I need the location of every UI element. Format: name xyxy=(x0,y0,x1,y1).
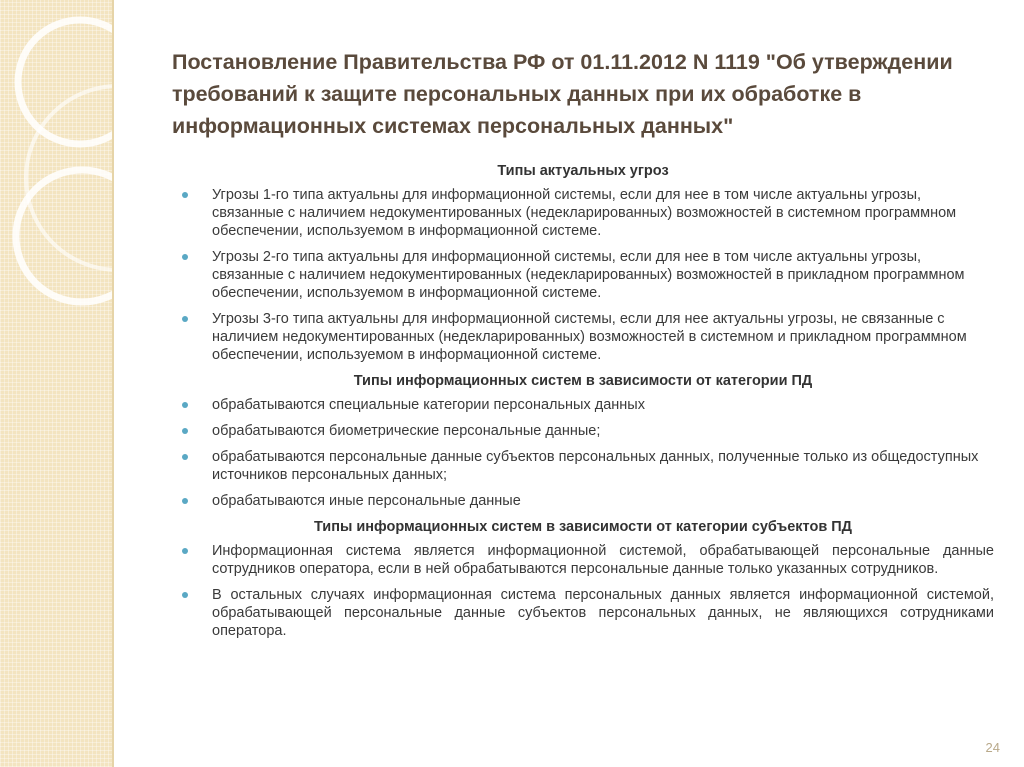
page-number: 24 xyxy=(985,740,1000,755)
list-item-text: обрабатываются иные персональные данные xyxy=(212,493,521,509)
section-heading-is-types-by-subject-category: Типы информационных систем в зависимости от категории субъектов ПД xyxy=(313,519,853,535)
list-item xyxy=(172,310,994,364)
list-item xyxy=(172,448,994,484)
decorative-side-panel xyxy=(0,0,112,767)
bullet-icon xyxy=(182,498,188,504)
is-types-by-subject-category-list xyxy=(172,542,994,640)
bullet-icon xyxy=(182,192,188,198)
bullet-icon xyxy=(182,254,188,260)
list-item-text: Угрозы 2-го типа актуальны для информационной системы, если для нее в том числе актуальны угрозы, связанные с наличием недокументированных (недекларированных) возможностей в прикладном программном обеспечении, используемом в информационной системе. xyxy=(212,249,965,301)
list-item xyxy=(172,422,994,440)
list-item-text: Угрозы 3-го типа актуальны для информационной системы, если для нее актуальны угрозы, не связанные с наличием недокументированных (недекларированных) возможностей в системном и прикладном программном обеспечении, используемом в информационной системе. xyxy=(212,311,967,363)
decorative-circles xyxy=(0,0,112,767)
list-item xyxy=(172,186,994,240)
section-heading-threat-types: Типы актуальных угроз xyxy=(497,163,669,179)
list-item-text: обрабатываются персональные данные субъектов персональных данных, полученные только из общедоступных источников персональных данных; xyxy=(212,449,979,483)
bullet-icon xyxy=(182,428,188,434)
list-item-text: Угрозы 1-го типа актуальны для информационной системы, если для нее в том числе актуальны угрозы, связанные с наличием недокументированных (недекларированных) возможностей в системном программном обеспечении, используемом в информационной системе. xyxy=(212,187,957,239)
bullet-icon xyxy=(182,454,188,460)
list-item xyxy=(172,248,994,302)
list-item xyxy=(172,542,994,578)
bullet-icon xyxy=(182,548,188,554)
list-item-text: обрабатываются биометрические персональные данные; xyxy=(212,423,601,439)
bullet-icon xyxy=(182,402,188,408)
slide-title: Постановление Правительства РФ от 01.11.2012 N 1119 "Об утверждении требований к защите персональных данных при их обработке в информационных системах персональных данных" xyxy=(172,50,953,138)
list-item-text: Информационная система является информационной системой, обрабатывающей персональные данные сотрудников оператора, если в ней обрабатываются персональные данные только указанных сотрудников. xyxy=(212,543,994,577)
panel-divider xyxy=(112,0,114,767)
is-types-by-pd-category-list xyxy=(172,396,994,510)
list-item xyxy=(172,492,994,510)
bullet-icon xyxy=(182,592,188,598)
section-heading-is-types-by-pd-category: Типы информационных систем в зависимости от категории ПД xyxy=(353,373,813,389)
threat-types-list xyxy=(172,186,994,364)
slide-content xyxy=(172,162,994,648)
list-item xyxy=(172,586,994,640)
list-item-text: обрабатываются специальные категории персональных данных xyxy=(212,397,645,413)
list-item-text: В остальных случаях информационная система персональных данных является информационной системой, обрабатывающей персональные данные субъектов персональных данных, не являющихся сотрудниками оператора. xyxy=(212,587,994,639)
list-item xyxy=(172,396,994,414)
bullet-icon xyxy=(182,316,188,322)
